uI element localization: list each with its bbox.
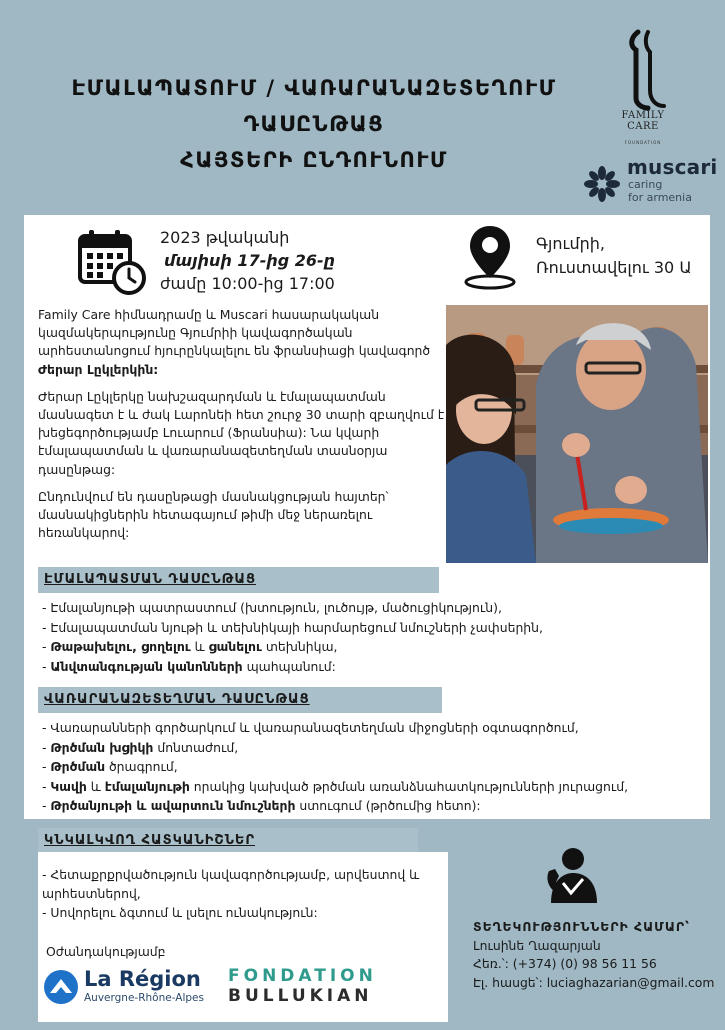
list-item [42,657,543,677]
title-line-2: ԴԱՍԸՆԹԱՑ [243,112,385,136]
item-bold: Կավի [50,778,87,794]
list-item [42,777,628,797]
title-line-1: ԷՄԱԼԱՊԱՏՈՒՄ / ՎԱՌԱՐԱՆԱԶԵՏԵՂՈՒՄ [71,76,557,100]
support-label: Օժանդակությամբ [46,944,166,959]
list-item: - Սովորելու ձգտում և լսելու ունակություն: [42,905,318,920]
item-bold: Անվտանգության կանոնների [50,658,243,674]
bullukian-line-2: BULLUKIAN [228,986,373,1006]
requirements-list [42,865,440,922]
item-bold: Թրծման խցիկի [50,739,154,755]
page-title [40,70,588,178]
family-care-sub: FOUNDATION [624,140,662,145]
date-line-2: մայիսի 17-ից 26-ը [164,251,336,270]
item-suffix: մոնտաժում, [153,739,239,755]
muscari-tagline [628,178,692,204]
event-location [536,232,692,280]
list-item [42,757,628,777]
muscari-flower-icon [583,165,621,203]
list-item: - Էմալապատման նյութի և տեխնիկայի հարմարեցում նմուշների չափսերին, [42,619,543,635]
item-suffix: որակից կախված թրծման առանձնահատկությունների յուրացում, [189,778,629,794]
list-item: - Վառարանների գործարկում և վառարանազետեղման միջոցների օգտագործում, [42,720,579,735]
item-suffix: ստուգում (թրծումից հետո): [295,798,481,813]
list-item: - Հետաքրքրվածություն կավագործությամբ, արվեստով և արհեստներով, [42,867,420,901]
item-suffix: պահպանում: [242,658,336,674]
item-suffix: տեխնիկա, [261,639,338,654]
intro-paragraph-3: Ընդունվում են դասընթացի մասնակցության հայտեր՝ մասնակիցներին հետագայում թիմի մեջ ներառելու հեռանկարով: [38,488,389,541]
intro-p1-bold: Ժերար Լըկլերկին: [38,361,159,377]
enamel-course-list [42,598,543,676]
event-date [160,226,335,295]
item-prefix: - [42,639,51,654]
item-suffix: ծրագրում, [105,759,178,774]
item-prefix: - [42,658,51,674]
item-prefix: - [42,778,51,794]
contact-phone: Հեռ.՝: (+374) (0) 98 56 11 56 [473,956,657,971]
muscari-tag-1: caring [628,178,663,191]
person-phone-icon [545,845,603,907]
location-line-1: Գյումրի, [536,234,605,253]
item-bold: Թրծանյութի և ավարտուն նմուշների [50,798,296,813]
location-pin-icon [462,222,518,290]
intro-text [38,306,445,551]
item-bold: Թրծման [50,759,106,774]
section-requirements-title: ԿՆԿԱԼԿՎՈՂ ՀԱՏԿԱՆԻՇՆԵՐ [38,828,418,854]
intro-p1-text: Family Care հիմնադրամը և Muscari հասարակական կազմակերպությունը Գյումրիի կավագործական արհեստանոցում հյուրընկալելու են ֆրանսիացի կավագործ [38,307,431,359]
item-mid: և [86,778,105,794]
section-enamel-title: ԷՄԱԼԱՊԱՏՄԱՆ ԴԱՍԸՆԹԱՑ [38,567,439,593]
location-line-2: Ռուստավելու 30 Ա [536,258,692,277]
bullukian-logo [228,966,377,1006]
bullukian-line-1: FONDATION [228,966,377,986]
item-bold: Թաթախելու, ցողելու [50,639,191,654]
region-name: La Région [84,967,201,991]
family-care-wordmark [616,110,670,132]
item-mid: և [190,639,209,654]
list-item [42,637,543,657]
muscari-tag-2: for armenia [628,191,692,204]
contact-email: Էլ. հասցե՝: luciaghazarian@gmail.com [473,974,715,990]
item-prefix: - [42,759,51,774]
region-subtitle: Auvergne-Rhône-Alpes [84,992,204,1004]
item-bold: էմալանյութի [104,778,190,794]
muscari-name: muscari [627,155,718,179]
family-care-line-1: FAMILY [621,110,665,121]
calendar-clock-icon [77,228,147,296]
contact-heading: ՏԵՂԵԿՈՒԹՅՈՒՆՆԵՐԻ ՀԱՄԱՐ՝ [473,919,691,934]
intro-paragraph-1 [38,306,445,379]
item-bold: ցանելու [208,639,262,654]
section-kiln-title: ՎԱՌԱՐԱՆԱԶԵՏԵՂՄԱՆ ԴԱՍԸՆԹԱՑ [38,687,442,713]
date-line-3: ժամը 10:00-ից 17:00 [160,274,335,293]
contact-name: Լուսինե Ղազարյան [473,937,601,953]
contact-info [473,918,714,992]
item-prefix: - [42,798,51,813]
intro-paragraph-2: Ժերար Լըկլերկը նախշազարդման և էմալապատման մասնագետ է և ժակ Լարոնեի հետ շուրջ 30 տարի զբաղվում է խեցեգործությամբ Լուարում (Ֆրանսիա): Նա կվարի էմալապատման և վառարանազետեղման տասնօրյա դասընթաց: [38,388,445,477]
list-item [42,796,628,816]
workshop-photo [446,305,708,563]
title-line-3: ՀԱՅՏԵՐԻ ԸՆԴՈՒՆՈՒՄ [180,148,448,172]
list-item [42,738,628,758]
family-care-line-2: CARE [627,121,659,132]
list-item: - Էմալանյութի պատրաստում (խտություն, լուծույթ, մածուցիկություն), [42,600,502,615]
kiln-course-list [42,718,628,816]
item-prefix: - [42,739,51,755]
date-line-1: 2023 թվականի [160,228,290,247]
